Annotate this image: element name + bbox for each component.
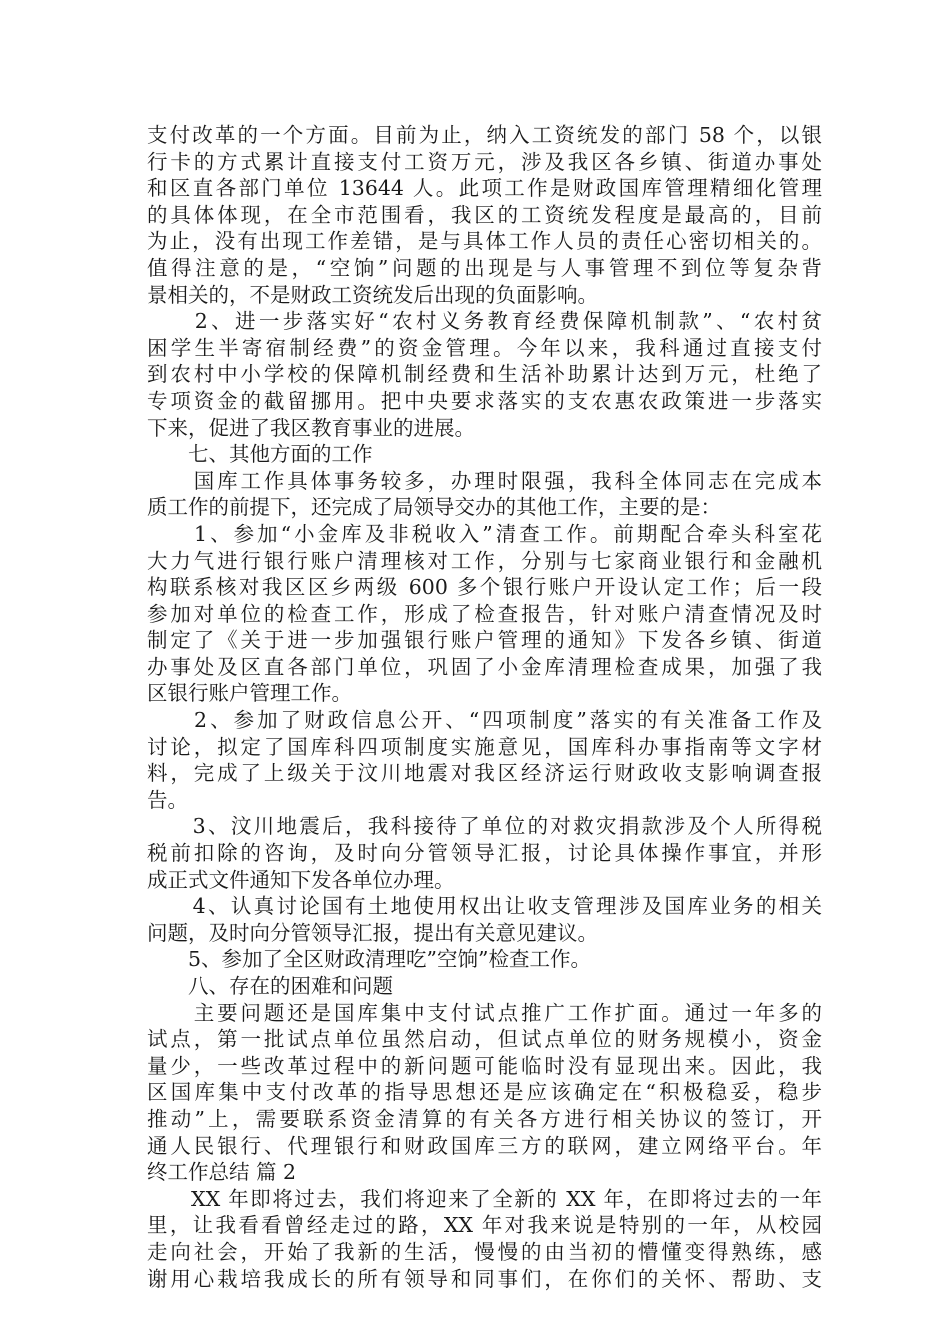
- text-line: 成正式文件通知下发各单位办理。: [147, 867, 455, 892]
- text-line: 下来，促进了我区教育事业的进展。: [147, 415, 475, 440]
- text-line: 值得注意的是，“空饷”问题的出现是与人事管理不到位等复杂背: [147, 255, 822, 280]
- text-line: 1、参加“小金库及非税收入”清查工作。前期配合牵头科室花: [147, 521, 822, 546]
- text-line: 告。: [147, 787, 188, 812]
- text-line: 办事处及区直各部门单位，巩固了小金库清理检查成果，加强了我: [147, 654, 822, 679]
- text-line: 走向社会，开始了我新的生活，慢慢的由当初的懵懂变得熟练，感: [147, 1239, 822, 1264]
- text-line: 量少，一些改革过程中的新问题可能临时没有显现出来。因此，我: [147, 1053, 822, 1078]
- text-line: 到农村中小学校的保障机制经费和生活补助累计达到万元，杜绝了: [147, 362, 822, 387]
- text-line: 专项资金的截留挪用。把中央要求落实的支农惠农政策进一步落实: [147, 388, 822, 413]
- text-line: 通人民银行、代理银行和财政国库三方的联网，建立网络平台。年: [147, 1133, 822, 1158]
- text-line: 问题，及时向分管领导汇报，提出有关意见建议。: [147, 920, 598, 945]
- text-line: 5、参加了全区财政清理吃”空饷”检查工作。: [147, 947, 592, 972]
- text-line: 主要问题还是国库集中支付试点推广工作扩面。通过一年多的: [147, 1000, 822, 1025]
- text-line: 2、参加了财政信息公开、“四项制度”落实的有关准备工作及: [147, 708, 822, 733]
- text-line: 里，让我看看曾经走过的路，XX 年对我来说是特别的一年，从校园: [147, 1213, 822, 1238]
- text-line: 终工作总结 篇 2: [147, 1160, 297, 1185]
- text-line: 行卡的方式累计直接支付工资万元，涉及我区各乡镇、街道办事处: [147, 149, 822, 174]
- text-line: 税前扣除的咨询，及时向分管领导汇报，讨论具体操作事宜，并形: [147, 841, 822, 866]
- text-line: 和区直各部门单位 13644 人。此项工作是财政国库管理精细化管理: [147, 176, 822, 201]
- text-line: 区银行账户管理工作。: [147, 681, 352, 706]
- text-line: 质工作的前提下，还完成了局领导交办的其他工作，主要的是：: [147, 495, 721, 520]
- text-line: 国库工作具体事务较多，办理时限强，我科全体同志在完成本: [147, 468, 822, 493]
- text-line: 料，完成了上级关于汶川地震对我区经济运行财政收支影响调查报: [147, 761, 822, 786]
- text-line: 谢用心栽培我成长的所有领导和同事们，在你们的关怀、帮助、支: [147, 1266, 822, 1291]
- text-line: 为止，没有出现工作差错，是与具体工作人员的责任心密切相关的。: [147, 229, 822, 254]
- text-line: 推动”上，需要联系资金清算的有关各方进行相关协议的签订，开: [147, 1106, 822, 1131]
- text-line: 2、进一步落实好“农村义务教育经费保障机制款”、“农村贫: [147, 309, 822, 334]
- text-line: 支付改革的一个方面。目前为止，纳入工资统发的部门 58 个，以银: [147, 123, 822, 147]
- document-body-text: [147, 122, 822, 1292]
- text-line: 困学生半寄宿制经费”的资金管理。今年以来，我科通过直接支付: [147, 335, 822, 360]
- text-line: 七、其他方面的工作: [147, 442, 373, 467]
- text-line: 构联系核对我区区乡两级 600 多个银行账户开设认定工作；后一段: [147, 575, 822, 600]
- text-line: 景相关的，不是财政工资统发后出现的负面影响。: [147, 282, 598, 307]
- text-line: 区国库集中支付改革的指导思想还是应该确定在“积极稳妥，稳步: [147, 1080, 822, 1105]
- text-line: 试点，第一批试点单位虽然启动，但试点单位的财务规模小，资金: [147, 1027, 822, 1052]
- text-line: 大力气进行银行账户清理核对工作，分别与七家商业银行和金融机: [147, 548, 822, 573]
- text-line: 的具体体现，在全市范围看，我区的工资统发程度是最高的，目前: [147, 202, 822, 227]
- text-line: XX 年即将过去，我们将迎来了全新的 XX 年，在即将过去的一年: [147, 1186, 822, 1211]
- text-line: 参加对单位的检查工作，形成了检查报告，针对账户清查情况及时: [147, 601, 822, 626]
- text-line: 4、认真讨论国有土地使用权出让收支管理涉及国库业务的相关: [147, 894, 822, 919]
- text-line: 八、存在的困难和问题: [147, 974, 393, 998]
- text-line: 讨论，拟定了国库科四项制度实施意见，国库科办事指南等文字材: [147, 734, 822, 759]
- text-line: 制定了《关于进一步加强银行账户管理的通知》下发各乡镇、街道: [147, 628, 822, 653]
- text-line: 3、汶川地震后，我科接待了单位的对救灾捐款涉及个人所得税: [147, 814, 822, 839]
